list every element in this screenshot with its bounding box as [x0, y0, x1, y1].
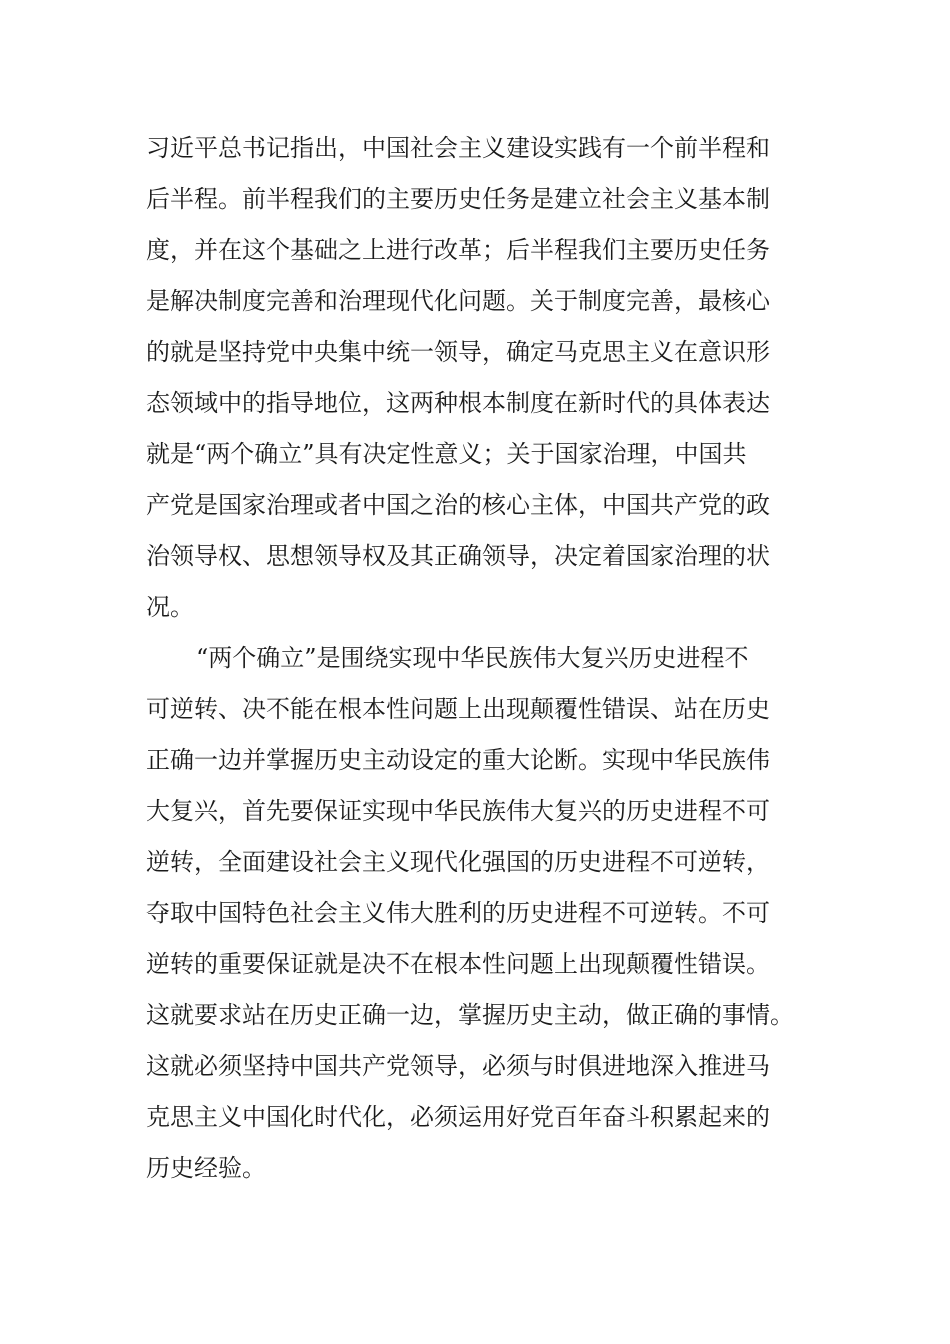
paragraph-line: 大复兴，首先要保证实现中华民族伟大复兴的历史进程不可 — [146, 797, 770, 825]
paragraph-line: 夺取中国特色社会主义伟大胜利的历史进程不可逆转。不可 — [146, 899, 770, 927]
paragraph-line: 就是“两个确立”具有决定性意义；关于国家治理，中国共 — [146, 440, 747, 468]
paragraph-line: 正确一边并掌握历史主动设定的重大论断。实现中华民族伟 — [146, 746, 770, 774]
paragraph-line: 后半程。前半程我们的主要历史任务是建立社会主义基本制 — [146, 185, 770, 213]
paragraph-line: 克思主义中国化时代化，必须运用好党百年奋斗积累起来的 — [146, 1103, 770, 1131]
paragraph-line: “两个确立”是围绕实现中华民族伟大复兴历史进程不 — [196, 644, 749, 672]
paragraph-line: 可逆转、决不能在根本性问题上出现颠覆性错误、站在历史 — [146, 695, 770, 723]
paragraph-line: 的就是坚持党中央集中统一领导，确定马克思主义在意识形 — [146, 338, 770, 366]
paragraph-line: 逆转，全面建设社会主义现代化强国的历史进程不可逆转， — [146, 848, 770, 876]
paragraph-line: 产党是国家治理或者中国之治的核心主体，中国共产党的政 — [146, 491, 770, 519]
paragraph-line: 态领域中的指导地位，这两种根本制度在新时代的具体表达 — [146, 389, 770, 417]
paragraph-line: 这就必须坚持中国共产党领导，必须与时俱进地深入推进马 — [146, 1052, 770, 1080]
paragraph-line: 这就要求站在历史正确一边，掌握历史主动，做正确的事情。 — [146, 1001, 794, 1029]
paragraph-line: 是解决制度完善和治理现代化问题。关于制度完善，最核心 — [146, 287, 770, 315]
paragraph-line: 况。 — [146, 593, 194, 621]
paragraph-line: 习近平总书记指出，中国社会主义建设实践有一个前半程和 — [146, 134, 770, 162]
paragraph-line: 度，并在这个基础之上进行改革；后半程我们主要历史任务 — [146, 236, 770, 264]
paragraph-line: 逆转的重要保证就是决不在根本性问题上出现颠覆性错误。 — [146, 950, 770, 978]
paragraph-line: 治领导权、思想领导权及其正确领导，决定着国家治理的状 — [146, 542, 770, 570]
paragraph-line: 历史经验。 — [146, 1154, 266, 1182]
